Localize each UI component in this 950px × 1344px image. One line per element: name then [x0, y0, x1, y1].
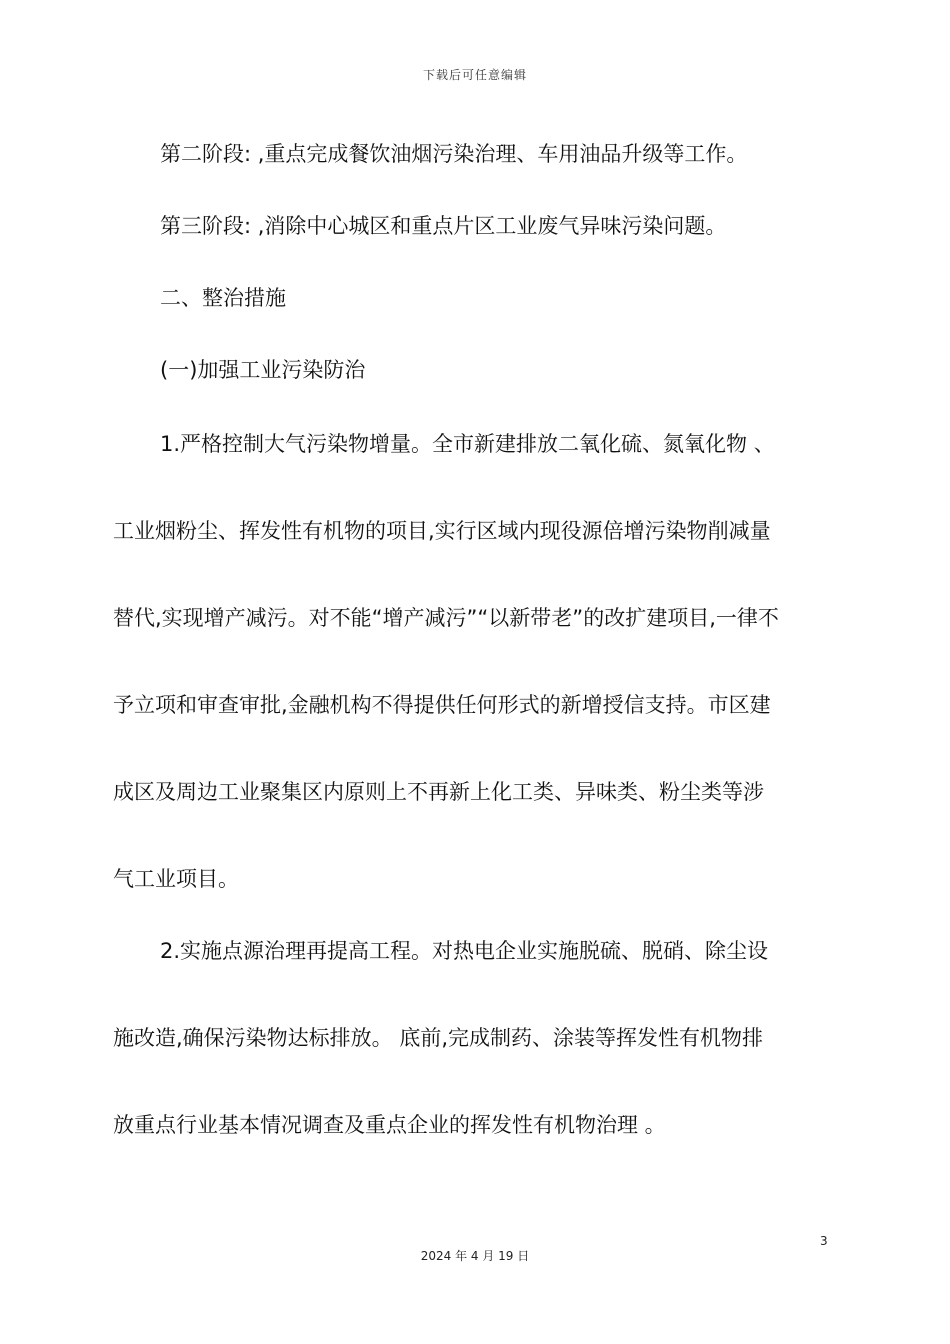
paragraph-line: 放重点行业基本情况调查及重点企业的挥发性有机物治理 。: [113, 1113, 666, 1137]
paragraph-line: 替代,实现增产减污。对不能“增产减污”“以新带老”的改扩建项目,一律不: [113, 606, 779, 630]
subsection-heading: (一)加强工业污染防治: [160, 358, 366, 382]
paragraph-line: 气工业项目。: [113, 867, 239, 891]
footer-date: 2024 年 4 月 19 日: [420, 1249, 530, 1263]
paragraph-line: 工业烟粉尘、挥发性有机物的项目,实行区域内现役源倍增污染物削减量: [113, 519, 771, 543]
section-heading: 二、整治措施: [160, 286, 286, 310]
paragraph-line: 予立项和审查审批,金融机构不得提供任何形式的新增授信支持。市区建: [113, 693, 771, 717]
paragraph-line: 施改造,确保污染物达标排放。 底前,完成制药、涂装等挥发性有机物排: [113, 1026, 764, 1050]
paragraph-line: 第三阶段: ,消除中心城区和重点片区工业废气异味污染问题。: [160, 214, 727, 238]
paragraph-line: 成区及周边工业聚集区内原则上不再新上化工类、异味类、粉尘类等涉: [113, 780, 764, 804]
paragraph-line: 2.实施点源治理再提高工程。对热电企业实施脱硫、脱硝、除尘设: [160, 939, 769, 963]
page-header: 下载后可任意编辑: [422, 68, 527, 82]
page-number: 3: [820, 1234, 828, 1248]
paragraph-line: 第二阶段: ,重点完成餐饮油烟污染治理、车用油品升级等工作。: [160, 142, 748, 166]
paragraph-line: 1.严格控制大气污染物增量。全市新建排放二氧化硫、氮氧化物 、: [160, 432, 775, 456]
